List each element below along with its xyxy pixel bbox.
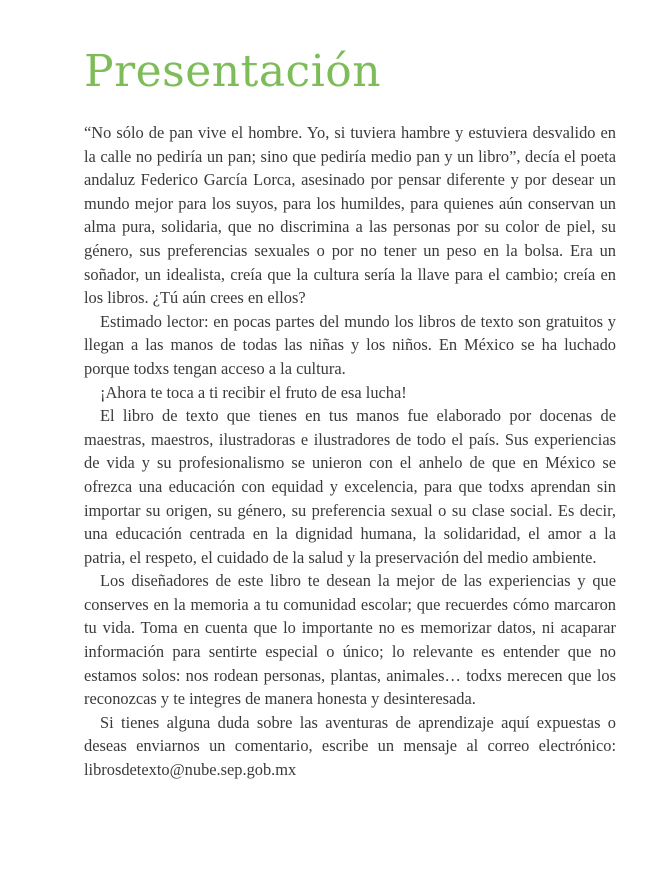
paragraph-intro-quote: “No sólo de pan vive el hombre. Yo, si tuviera hambre y estuviera desvalido en la calle no pediría un pan; sino que pediría medio pan y un libro”, decía el poeta andaluz Federico García Lorca, asesinado por pensar diferente y por desear un mundo mejor para los suyos, para los humildes, para quienes aún conservan un alma pura, solidaria, que no discrimina a las personas por su color de piel, su género, sus preferencias sexuales o por no tener un peso en la bolsa. Era un soñador, un idealista, creía que la cultura sería la llave para el cambio; creía en los libros. ¿Tú aún crees en ellos? bbox=[84, 123, 616, 308]
paragraph-your-turn: ¡Ahora te toca a ti recibir el fruto de esa lucha! bbox=[100, 382, 407, 402]
page-title: Presentación bbox=[84, 46, 382, 97]
paragraph-dear-reader: Estimado lector: en pocas partes del mundo los libros de texto son gratuitos y llegan a las manos de todas las niñas y los niños. En México se ha luchado porque todxs tengan acceso a la cultura. bbox=[84, 311, 616, 378]
body-text bbox=[84, 121, 616, 782]
paragraph-designers-wish: Los diseñadores de este libro te desean la mejor de las experiencias y que conserves en la memoria a tu comunidad escolar; que recuerdes cómo marcaron tu vida. Toma en cuenta que lo importante no es memorizar datos, ni acaparar información para sentirte especial o único; lo relevante es entender que no estamos solos: nos rodean personas, plantas, animales… todxs merecen que los reconozcas y te integres de manera honesta y desinteresada. bbox=[84, 571, 616, 709]
paragraph-contact: Si tienes alguna duda sobre las aventuras de aprendizaje aquí expuestas o deseas enviarnos un comentario, escribe un mensaje al correo electrónico: librosdetexto@nube.sep.gob.mx bbox=[84, 712, 616, 780]
paragraph-textbook-origin: El libro de texto que tienes en tus manos fue elaborado por docenas de maestras, maestros, ilustradoras e ilustradores de todo el país. Sus experiencias de vida y su profesionalismo se unieron con el anhelo de que en México se ofrezca una educación con equidad y excelencia, para que todxs aprendan sin importar su origen, su género, su preferencia sexual o su clase social. Es decir, una educación centrada en la dignidad humana, la solidaridad, el amor a la patria, el respeto, el cuidado de la salud y la preservación del medio ambiente. bbox=[84, 406, 616, 567]
